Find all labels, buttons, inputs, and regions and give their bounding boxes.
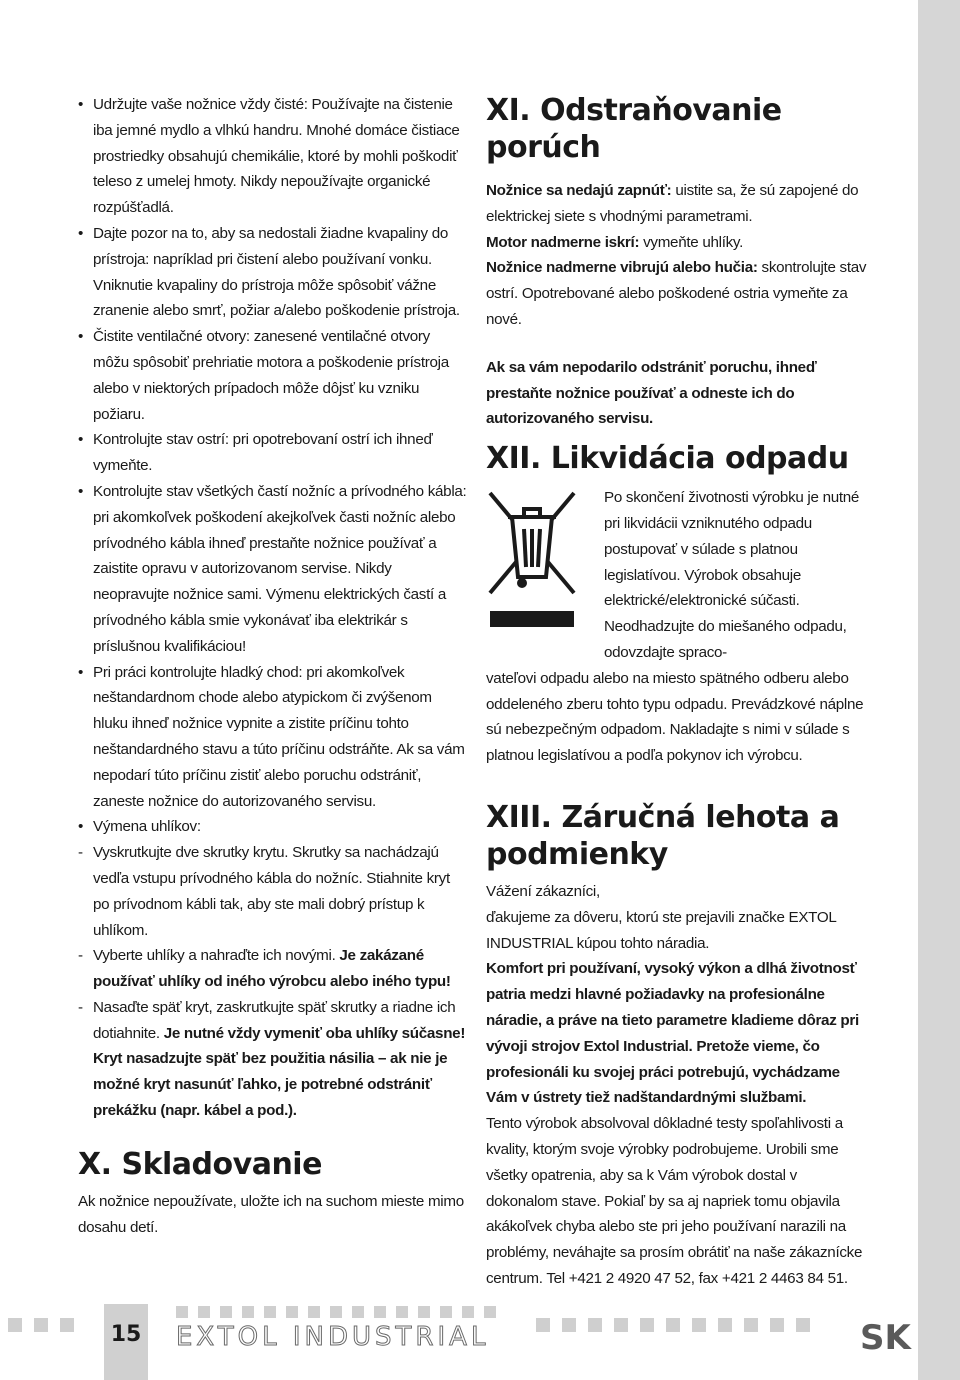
trouble-symptom: Nožnice nadmerne vibrujú alebo hučia: — [486, 259, 758, 277]
disposal-text-b: vateľovi odpadu alebo na miesto spätného odberu alebo oddeleného zberu tohto typu odpadu. Prevádzkové náplne sú nebezpečným odpadom. Nakladajte s nimi v súlade s platnou legislatívou a podľa pokynov ich výrobcu. — [486, 669, 864, 765]
footer-square — [666, 1318, 680, 1332]
footer-square — [536, 1318, 550, 1332]
footer-square — [176, 1306, 188, 1318]
bullet-icon: • — [78, 818, 84, 836]
list-item — [78, 221, 468, 324]
footer-square — [374, 1306, 386, 1318]
footer-square — [242, 1306, 254, 1318]
trouble-remedy: uistite sa, že sú zapojené do elektrickej siete s vhodnými parametrami. — [486, 182, 859, 225]
footer-square — [352, 1306, 364, 1318]
list-item-text: Výmena uhlíkov: — [93, 818, 201, 836]
bold-paragraph: Komfort pri používaní, vysoký výkon a dlhá životnosť patria medzi hlavné požiadavky na profesionálne náradie, a práve na tieto parametre kladieme dôraz pri vývoji strojov Extol Industrial. Pretože vieme, čo profesionáli ku svojej práci potrebujú, vychádzame Vám v ústrety tiež nadštandardnými službami. — [486, 960, 859, 1107]
footer-square — [8, 1318, 22, 1332]
section-xi-title: XI. Odstraňovanie porúch — [486, 93, 782, 165]
footer-square — [60, 1318, 74, 1332]
list-item — [78, 427, 468, 479]
section-x-title: X. Skladovanie — [78, 1146, 322, 1182]
bullet-icon: • — [78, 224, 84, 242]
footer-square — [562, 1318, 576, 1332]
trouble-item — [486, 230, 868, 256]
footer-square — [588, 1318, 602, 1332]
footer-square — [640, 1318, 654, 1332]
trouble-symptom: Nožnice sa nedajú zapnúť: — [486, 182, 672, 199]
section-xii-title: XII. Likvidácia odpadu — [486, 441, 849, 477]
list-item — [78, 92, 468, 221]
footer-square — [484, 1306, 496, 1318]
footer-square — [796, 1318, 810, 1332]
dash-icon: - — [78, 998, 83, 1016]
bullet-icon: • — [78, 431, 84, 449]
thanks-paragraph: ďakujeme za dôveru, ktorú ste prejavili značke EXTOL INDUSTRIAL kúpou tohto náradia. — [486, 908, 836, 952]
trouble-remedy: vymeňte uhlíky. — [639, 233, 744, 251]
list-item-text: Udržujte vaše nožnice vždy čisté: Používajte na čistenie iba jemné mydlo a vlhkú handru. Mnohé domáce čistiace prostriedky obsahujú chemikálie, ktoré by mohli poškodiť teleso z umelej hmoty. Nikdy nepoužívajte organické rozpúšťadlá. — [93, 96, 460, 217]
disposal-text-a: Po skončení životnosti výrobku je nutné pri likvidácii vzniknutého odpadu postupovať v súlade s platnou legislatívou. Výrobok obsahuje elektrické/elektronické súčasti. Neodhadzujte do miešaného odpadu, odovzdajte spraco- — [604, 489, 860, 661]
list-item-text: Kontrolujte stav ostrí: pri opotrebovaní ostrí ich ihneď vymeňte. — [93, 431, 433, 475]
section-x-text: Ak nožnice nepoužívate, uložte ich na suchom mieste mimo dosahu detí. — [78, 1192, 464, 1236]
bullet-icon: • — [78, 663, 84, 681]
bullet-icon: • — [78, 328, 84, 346]
instruction-list — [78, 92, 468, 1124]
footer-square — [440, 1306, 452, 1318]
list-item — [78, 814, 468, 840]
section-xiii-title: XIII. Záručná lehota a podmienky — [486, 799, 840, 872]
footer-square — [692, 1318, 706, 1332]
dash-icon: - — [78, 947, 83, 965]
trouble-symptom: Motor nadmerne iskrí: — [486, 233, 640, 251]
disposal-block — [486, 485, 868, 666]
list-item — [78, 324, 468, 427]
list-item — [78, 943, 468, 995]
list-item-text: Kontrolujte stav všetkých častí nožníc a prívodného kábla: pri akomkoľvek poškodení akejkoľvek časti nožníc alebo prívodného kábla ihneď prestaňte nožnice používať a zaistite opravu v autorizovanom servise. Nikdy neopravujte nožnice sami. Výmenu elektrických častí a prívodného kábla smie vykonávať iba elektrikár s príslušnou kvalifikáciou! — [93, 482, 467, 655]
bullet-icon: • — [78, 96, 84, 113]
greeting: Vážení zákazníci, — [486, 882, 600, 900]
right-column — [486, 92, 868, 1292]
trouble-item — [486, 178, 868, 230]
left-column — [78, 92, 468, 1240]
list-item — [78, 995, 468, 1124]
footer-square — [220, 1306, 232, 1318]
list-item — [78, 840, 468, 943]
list-item — [78, 479, 468, 660]
troubleshooting-list — [486, 178, 868, 333]
footer-square — [286, 1306, 298, 1318]
list-item-text: Vyberte uhlíky a nahraďte ich novými. — [93, 947, 340, 965]
dash-icon: - — [78, 844, 83, 862]
list-item-text: Vyskrutkujte dve skrutky krytu. Skrutky sa nachádzajú vedľa vstupu prívodného kábla do nožníc. Stiahnite kryt po prívodnom kábli tak, aby ste mali dobrý prístup k uhlíkom. — [93, 844, 450, 939]
final-paragraph: Tento výrobok absolvoval dôkladné testy spoľahlivosti a kvality, ktorým svoje výrobky podrobujeme. Urobili sme všetky opatrenia, aby sa k Vám výrobok dostal v dokonalom stave. Pokiaľ by sa aj napriek tomu objavila akákoľvek chyba alebo ste pri jeho používaní narazili na problémy, neváhajte sa prosím obrátiť na naše zákaznícke centrum. Tel +421 2 4920 47 52, fax +421 2 4463 84 51. — [486, 1115, 863, 1287]
footer-square — [264, 1306, 276, 1318]
list-item-text: Je zakázané používať uhlíky od iného výrobcu alebo iného typu! — [93, 947, 451, 991]
footer-square — [718, 1318, 732, 1332]
list-item-text: Dajte pozor na to, aby sa nedostali žiadne kvapaliny do prístroja: napríklad pri čistení alebo používaní vonku. Vniknutie kvapaliny do prístroja môže spôsobiť vážne zranenie alebo smrť, požiar a/alebo poškodenie prístroja. — [93, 224, 460, 320]
list-item-text: Je nutné vždy vymeniť oba uhlíky súčasne! Kryt nasadzujte späť bez použitia násilia – ak nie je možné kryt nasunúť ľahko, je potrebné odstrániť prekážku (napr. kábel a pod.). — [93, 1024, 466, 1120]
crossed-out-wheelie-bin-icon — [486, 489, 578, 629]
list-item-text: Pri práci kontrolujte hladký chod: pri akomkoľvek neštandardnom chode alebo atypickom či zvýšenom hluku ihneď nožnice vypnite a zistite príčinu tohto neštandardného stavu a túto príčinu odstráňte. Ak sa vám nepodarí túto príčinu zistiť alebo poruchu odstrániť, zaneste nožnice do autorizovaného servisu. — [93, 663, 465, 810]
footer-square — [330, 1306, 342, 1318]
footer-square — [418, 1306, 430, 1318]
page-number: 15 — [110, 1322, 142, 1347]
trouble-remedy: skontrolujte stav ostrí. Opotrebované alebo poškodené ostria vymeňte za nové. — [486, 259, 867, 328]
brand-wordmark: EXTOL INDUSTRIAL — [176, 1322, 490, 1352]
footer-square — [396, 1306, 408, 1318]
side-bar — [918, 0, 960, 1380]
footer-square — [308, 1306, 320, 1318]
footer-square — [34, 1318, 48, 1332]
list-item — [78, 660, 468, 815]
list-item-text: Čistite ventilačné otvory: zanesené ventilačné otvory môžu spôsobiť prehriatie motora a poškodenie prístroja alebo v niektorých prípadoch môže dôjsť ku vzniku požiaru. — [93, 328, 449, 423]
trouble-item — [486, 255, 868, 332]
footer-square — [614, 1318, 628, 1332]
footer-square — [462, 1306, 474, 1318]
footer-square — [770, 1318, 784, 1332]
list-item-text: Nasaďte späť kryt, zaskrutkujte späť skrutky a riadne ich dotiahnite. — [93, 998, 456, 1042]
footer-square — [744, 1318, 758, 1332]
language-code: SK — [860, 1318, 911, 1358]
service-note: Ak sa vám nepodarilo odstrániť poruchu, ihneď prestaňte nožnice používať a odneste ich do autorizovaného servisu. — [486, 358, 817, 428]
footer-square — [198, 1306, 210, 1318]
bullet-icon: • — [78, 482, 84, 500]
